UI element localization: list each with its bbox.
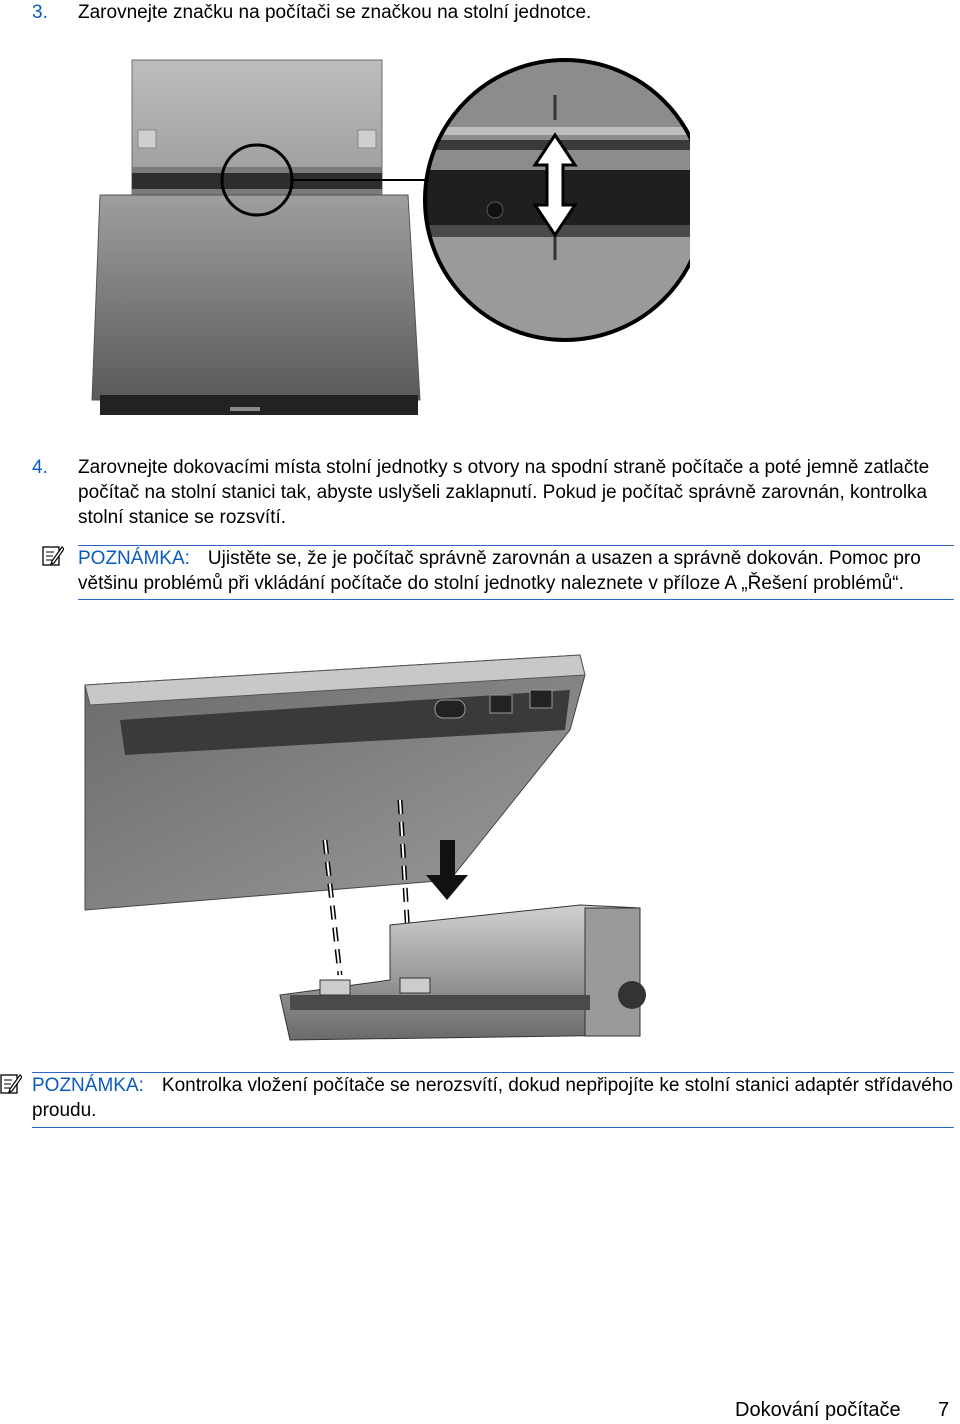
alignment-mark-illustration	[90, 55, 690, 420]
laptop-lid	[92, 195, 420, 400]
note-1-text: Ujistěte se, že je počítač správně zarovnán a usazen a správně dokován. Pomoc pro většinu problémů při vkládání počítače do stolní jednotky naleznete v příloze A „Řešení problémů“.	[78, 548, 921, 594]
step-3-text: Zarovnejte značku na počítači se značkou na stolní jednotce.	[78, 2, 592, 23]
note-pencil-icon	[42, 544, 64, 566]
footer-page-number: 7	[938, 1399, 950, 1421]
note-2-label: POZNÁMKA:	[32, 1075, 144, 1096]
note-2-text: Kontrolka vložení počítače se nerozsvítí, dokud nepřipojíte ke stolní stanici adaptér střídavého proudu.	[32, 1075, 953, 1121]
note-1-label: POZNÁMKA:	[78, 548, 190, 569]
docking-illustration	[80, 650, 700, 1045]
step-4-text: Zarovnejte dokovacími místa stolní jednotky s otvory na spodní straně počítače a poté jemně zatlačte počítač na stolní stanici tak, abyste uslyšeli zaklapnutí. Pokud je počítač správně zarovnán, kontrolka stolní stanice se rozsvítí.	[78, 457, 930, 528]
footer-section: Dokování počítače	[735, 1399, 901, 1421]
note-1	[78, 545, 954, 600]
note-pencil-icon-2	[0, 1072, 22, 1094]
note-2	[32, 1072, 954, 1128]
step-3-number: 3.	[32, 2, 48, 23]
step-4-number: 4.	[32, 457, 48, 478]
